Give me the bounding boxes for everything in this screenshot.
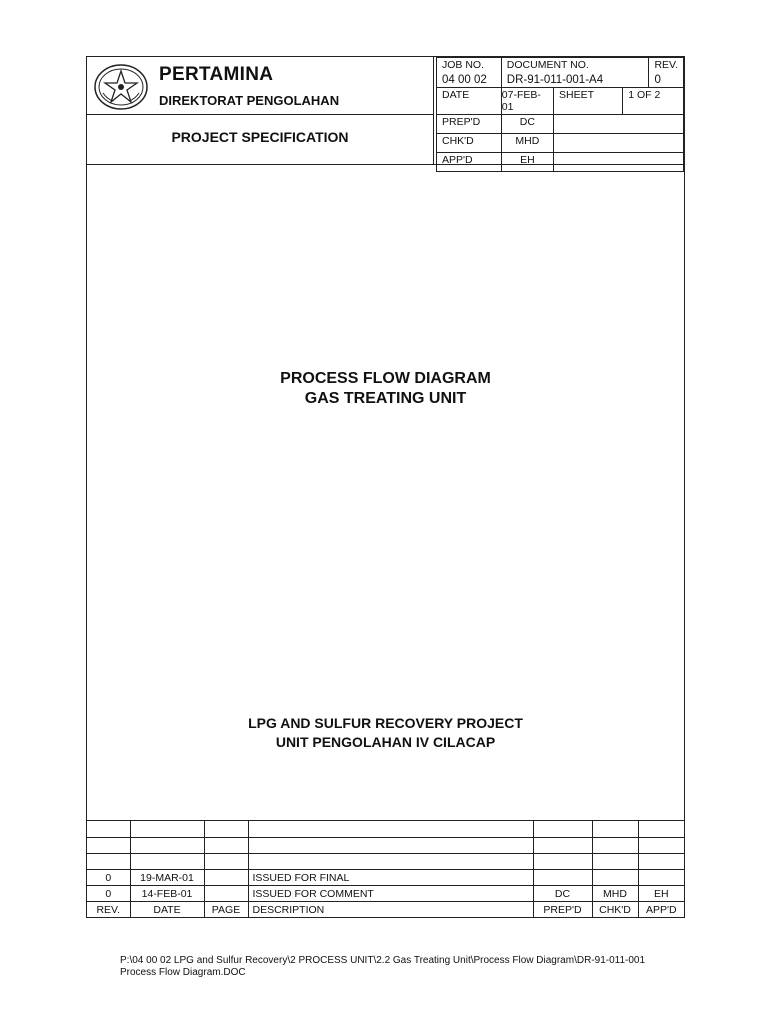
revision-rev-cell [87, 854, 130, 870]
pertamina-star-emblem-icon [93, 63, 149, 111]
revision-description-cell: DESCRIPTION [248, 902, 533, 918]
revision-appd-cell [638, 870, 684, 886]
revision-page-cell [204, 886, 248, 902]
revision-chkd-cell [592, 838, 638, 854]
date-label: DATE [437, 88, 502, 115]
revision-page-cell: PAGE [204, 902, 248, 918]
meta-table [436, 57, 684, 172]
document-frame [86, 56, 685, 918]
revision-rev-cell: REV. [87, 902, 130, 918]
division-name: DIREKTORAT PENGOLAHAN [159, 93, 340, 108]
doc-no-cell [501, 58, 649, 88]
revision-page-cell [204, 854, 248, 870]
chkd-blank [553, 134, 683, 153]
revision-date-cell [130, 838, 204, 854]
revision-table [87, 820, 684, 917]
title-line-1: PROCESS FLOW DIAGRAM [280, 370, 491, 387]
revision-prepd-cell [533, 870, 592, 886]
appd-blank [553, 153, 683, 172]
date-value: 07-FEB-01 [501, 88, 553, 115]
revision-rev-cell: 0 [87, 870, 130, 886]
title-block-left [87, 57, 434, 164]
revision-date-cell [130, 854, 204, 870]
revision-chkd-cell [592, 821, 638, 838]
revision-date-cell [130, 821, 204, 838]
revision-row [87, 870, 684, 886]
chkd-label: CHK'D [437, 134, 502, 153]
revision-date-cell: 14-FEB-01 [130, 886, 204, 902]
revision-appd-cell [638, 821, 684, 838]
doc-no-value: DR-91-011-001-A4 [506, 74, 604, 86]
revision-chkd-cell [592, 854, 638, 870]
revision-row [87, 886, 684, 902]
revision-appd-cell: EH [638, 886, 684, 902]
revision-row [87, 854, 684, 870]
revision-row [87, 821, 684, 838]
revision-page-cell [204, 821, 248, 838]
revision-date-cell: 19-MAR-01 [130, 870, 204, 886]
project-line-2: UNIT PENGOLAHAN IV CILACAP [275, 734, 496, 750]
revision-prepd-cell [533, 838, 592, 854]
revision-page-cell [204, 838, 248, 854]
revision-description-cell [248, 838, 533, 854]
doc-no-label: DOCUMENT NO. [506, 59, 589, 71]
revision-prepd-cell [533, 821, 592, 838]
revision-block [87, 820, 684, 917]
revision-description-cell [248, 821, 533, 838]
revision-chkd-cell [592, 870, 638, 886]
project-title [87, 714, 684, 752]
revision-chkd-cell: MHD [592, 886, 638, 902]
revision-chkd-cell: CHK'D [592, 902, 638, 918]
appd-label: APP'D [437, 153, 502, 172]
document-title [87, 369, 684, 409]
appd-value: EH [501, 153, 553, 172]
revision-description-cell: ISSUED FOR FINAL [248, 870, 533, 886]
title-line-2: GAS TREATING UNIT [304, 390, 467, 407]
prepd-value: DC [501, 115, 553, 134]
rev-value: 0 [654, 74, 661, 86]
revision-rev-cell: 0 [87, 886, 130, 902]
revision-page-cell [204, 870, 248, 886]
job-no-label: JOB NO. [442, 59, 485, 71]
company-cell [87, 57, 433, 115]
chkd-value: MHD [501, 134, 553, 153]
rev-label: REV. [654, 59, 678, 71]
document-meta [436, 57, 684, 164]
revision-description-cell [248, 854, 533, 870]
prepd-label: PREP'D [437, 115, 502, 134]
revision-appd-cell [638, 854, 684, 870]
revision-row [87, 838, 684, 854]
project-line-1: LPG AND SULFUR RECOVERY PROJECT [248, 715, 523, 731]
revision-prepd-cell: DC [533, 886, 592, 902]
job-no-cell [437, 58, 502, 88]
section-title: PROJECT SPECIFICATION [171, 129, 349, 145]
file-path-footer: P:\04 00 02 LPG and Sulfur Recovery\2 PROCESS UNIT\2.2 Gas Treating Unit\Process Flow Diagram\DR-91-011-001 Process Flow Diagram.DOC [120, 955, 646, 978]
rev-cell [649, 58, 684, 88]
revision-rev-cell [87, 838, 130, 854]
title-block [87, 57, 684, 165]
revision-appd-cell: APP'D [638, 902, 684, 918]
revision-prepd-cell [533, 854, 592, 870]
job-no-value: 04 00 02 [442, 74, 487, 86]
revision-date-cell: DATE [130, 902, 204, 918]
revision-rev-cell [87, 821, 130, 838]
revision-description-cell: ISSUED FOR COMMENT [248, 886, 533, 902]
company-name: PERTAMINA [159, 64, 274, 85]
revision-prepd-cell: PREP'D [533, 902, 592, 918]
sheet-label: SHEET [553, 88, 622, 115]
revision-header-row [87, 902, 684, 918]
sheet-value: 1 OF 2 [623, 88, 684, 115]
prepd-blank [553, 115, 683, 134]
revision-appd-cell [638, 838, 684, 854]
